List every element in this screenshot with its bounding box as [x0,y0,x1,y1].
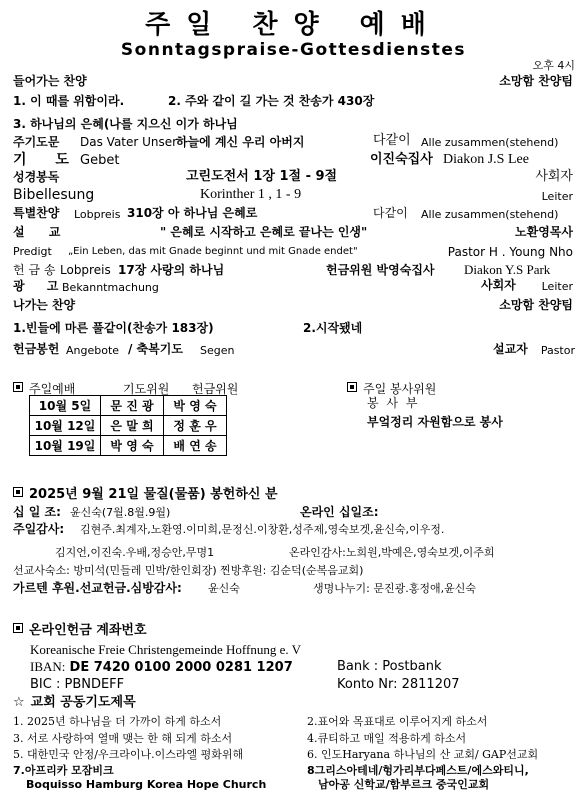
sharing-line: 생명나누기: 문진광.홍정애,윤신숙 [313,582,476,595]
duty-date-cell: 10월 19일 [30,436,101,456]
prayer-topic-3: 3. 서로 사랑하여 열매 맺는 한 해 되게 하소서 [13,732,233,745]
prayer-topic-4: 4.큐티하고 매일 적용하게 하소서 [307,732,467,745]
iban-row [30,660,293,674]
prayer-topic-2: 2.표어와 목표대로 이루어지게 하소서 [307,715,488,728]
service-heading: 주일 봉사위원 [363,382,437,396]
duty-table [29,395,227,456]
sermon-title-ko: " 은혜로 시작하고 은혜로 끝나는 인생" [160,225,368,239]
bank-name: Bank : Postbank [337,659,442,674]
song-2: 2. 주와 같이 길 가는 것 찬송가 430장 [168,94,375,108]
sermon-label-de: Predigt [13,245,52,258]
offering-leader: 헌금위원 박영숙집사 [326,263,435,277]
reading-reference-de: Korinther 1 , 1 - 9 [200,187,302,202]
thanks-line-2: 김지언,이진숙.우배,정승안,무명1 [55,546,215,559]
square-bullet-icon [13,623,23,633]
service-heading-row [347,380,436,397]
service-time: 오후 4시 [532,59,575,72]
benediction-label-de2: Segen [200,344,235,357]
closing-hymn-label: 나가는 찬양 [13,298,76,312]
mission-line: 선교사숙소: 방미석(민들레 민박/한인회장) 찐방후원: 김순덕(순복음교회) [13,564,364,577]
special-hymn-label: 특별찬양 [13,206,60,220]
prayer-topic-7: 7.아프리카 모잠비크 [13,764,114,777]
prayer-label-de: Gebet [80,153,120,168]
page-title: 주일 찬양 예배 [145,10,442,40]
duty-offering-cell: 박 영 숙 [164,396,227,416]
special-hymn-label-de: Lobpreis [74,208,121,221]
offering-leader-de: Diakon Y.S Park [464,262,551,277]
online-thanks: 온라인감사:노희원,박예은,영숙보겟,이주희 [289,546,495,559]
closing-song-2: 2.시작됐네 [303,321,363,335]
thanks-label: 주일감사: [13,522,65,536]
square-bullet-icon [347,382,357,392]
benediction-by-de: Pastor [540,344,575,357]
table-row [30,436,227,456]
announcements-label: 광 고 [13,279,68,293]
duty-offering-cell: 정 훈 우 [164,416,227,436]
lords-prayer-ko: 주기도문 [13,135,60,149]
lords-prayer-de: Das Vater Unser [80,135,178,149]
bank-heading-row [13,624,147,637]
prayer-label: 기 도 [13,152,81,168]
together-de: Alle zusammen(stehend) [421,136,559,149]
service-dept: 봉 사 부 [367,396,420,410]
duty-prayer-cell: 은 말 희 [101,416,164,436]
iban-value: DE 7420 0100 2000 0281 1207 [69,660,293,675]
prayer-leader-de: Diakon J.S Lee [443,152,529,167]
prayer-leader: 이진숙집사 [370,152,433,167]
table-row [30,396,227,416]
konto: Konto Nr: 2811207 [337,677,460,692]
opening-team: 소망함 찬양팀 [499,74,573,88]
sermon-preacher-de: Pastor H . Young Nho [447,245,573,259]
bic: BIC : PBNDEFF [30,677,125,692]
reading-label-de: Bibellesung [13,187,95,203]
prayer-topic-8-cont: 남아공 신학교/함부르크 중국인교회 [318,778,490,791]
closing-song-1: 1.빈들에 마른 풀같이(찬송가 183장) [13,321,214,335]
prayer-topic-6: 6. 인도Haryana 하나님의 산 교회/ GAP선교회 [307,748,539,761]
duty-offering-cell: 배 연 송 [164,436,227,456]
prayer-topic-8: 8그리스아테네/헝가리부다페스트/에스와티니, [307,764,529,777]
page-subtitle: Sonntagspraise-Gottesdienstes [120,40,467,60]
sermon-label: 설 교 [13,225,71,239]
duty-prayer-cell: 문 진 광 [101,396,164,416]
garden-value: 윤신숙 [208,582,240,595]
offering-song-label-de: Lobpreis [60,263,111,277]
bank-account-name: Koreanische Freie Christengemeinde Hoffnung e. V [30,642,302,657]
donors-heading: 2025년 9월 21일 물질(물품) 봉헌하신 분 [29,487,278,502]
closing-team: 소망함 찬양팀 [499,298,573,312]
duty-date-cell: 10월 5일 [30,396,101,416]
reading-role: 사회자 [535,169,573,184]
offering-song-title: 17장 사랑의 하나님 [118,263,225,277]
reading-reference: 고린도전서 1장 1절 - 9절 [186,169,338,184]
sermon-preacher: 노환영목사 [515,225,573,239]
prayer-topic-1: 1. 2025년 하나님을 더 가까이 하게 하소서 [13,715,222,728]
square-bullet-icon [13,382,23,392]
announcements-label-de: Bekanntmachung [62,281,159,294]
iban-label: IBAN: [30,659,66,674]
prayer-topics-heading: 교회 공동기도제목 [30,695,136,710]
service-task: 부엌정리 자원함으로 봉사 [367,415,503,429]
song-1: 1. 이 때를 위함이라. [13,94,125,108]
duty-date-cell: 10월 12일 [30,416,101,436]
prayer-topics-heading-row [13,696,136,709]
duty-col-prayer: 기도위원 [123,382,170,396]
special-together-de: Alle zusammen(stehend) [421,208,559,221]
song-3: 3. 하나님의 은혜(나를 지으신 이가 하나님 [13,117,238,131]
bank-heading: 온라인헌금 계좌번호 [29,623,147,638]
reading-label: 성경봉독 [13,170,60,184]
duty-prayer-cell: 박 영 숙 [101,436,164,456]
donors-heading-row [13,488,278,501]
prayer-topic-5: 5. 대한민국 안정/우크라이나.이스라엘 평화위해 [13,748,244,761]
benediction-separator: / 축복기도 [128,342,183,356]
table-row [30,416,227,436]
opening-hymn-label: 들어가는 찬양 [13,74,87,88]
benediction-label: 헌금봉헌 [13,342,60,356]
offering-song-label: 헌 금 송 [13,263,56,277]
special-hymn-title: 310장 아 하나님 은혜로 [127,206,258,220]
star-icon: ☆ [13,695,25,710]
announcements-role: 사회자 [481,278,516,292]
duty-heading: 주일예배 [29,382,76,396]
benediction-label-de: Angebote [66,344,120,357]
lords-prayer-text: 하늘에 계신 우리 아버지 [176,135,305,149]
announcements-role-de: Leiter [541,280,573,293]
sermon-title-de: „Ein Leben, das mit Gnade beginnt und mit Gnade endet" [68,246,358,257]
special-together-ko: 다같이 [373,206,408,220]
prayer-topic-7-cont: Boquisso Hamburg Korea Hope Church [26,778,267,791]
tithe-value: 윤신숙(7월.8월.9월) [70,506,171,519]
tithe-label: 십 일 조: [13,505,61,519]
garden-label: 가르텐 후원.선교헌금.심방감사: [13,581,182,595]
duty-col-offering: 헌금위원 [192,382,239,396]
online-tithe-label: 온라인 십일조: [300,505,379,519]
reading-role-de: Leiter [541,190,573,203]
together-ko: 다같이 [373,133,411,148]
thanks-line-1: 김현주.최계자,노환영.이미희,문정신.이창환,성주제,영숙보겟,윤신숙,이우정. [80,523,445,536]
square-bullet-icon [13,487,23,497]
benediction-by: 설교자 [493,342,528,356]
